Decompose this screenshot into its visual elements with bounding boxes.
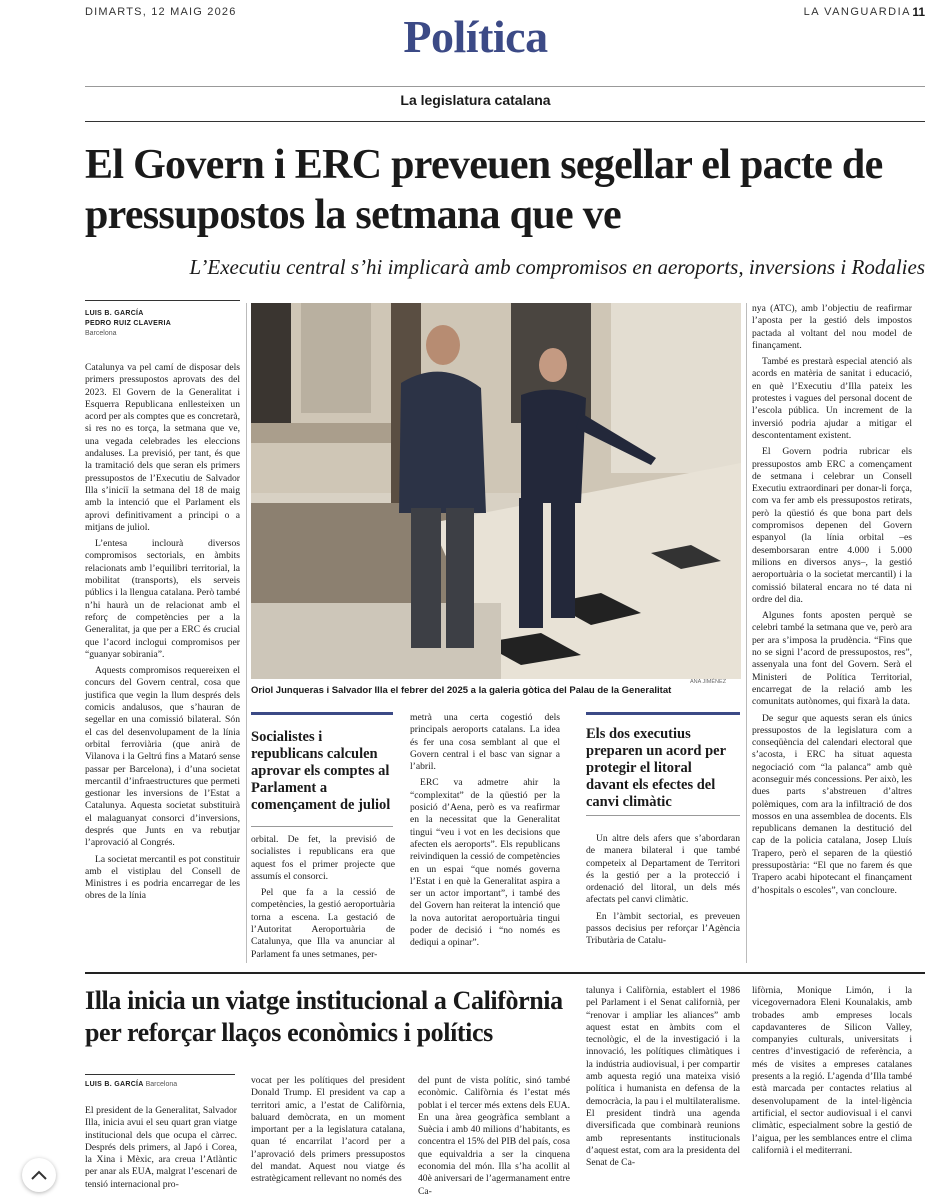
- paragraph: En l’àmbit sectorial, es preveuen passos decisius per reforçar l’Agència Tributària de Catalu-: [586, 910, 740, 947]
- sidebar-rule: [586, 815, 740, 816]
- article2-column-4: [586, 985, 740, 1173]
- photo-caption: Oriol Junqueras i Salvador Illa el febrer del 2025 a la galeria gòtica del Palau de la Generalitat: [251, 685, 672, 696]
- byline-rule: [85, 1074, 235, 1075]
- article2-column-5: [752, 985, 912, 1161]
- column-divider: [746, 303, 747, 963]
- scroll-up-button[interactable]: [22, 1158, 56, 1192]
- paragraph: del punt de vista polític, sinó també econòmic. Califòrnia és l’estat més poblat i el tercer més extens dels EUA. En una àrea geogràfica semblant a Suècia i amb 40 milions d’habitants, es concentra el 15% del PIB del país, cosa que equivaldria a ser la cinquena economia del món. Illa s’ha acollit al 40è aniversari de l’agermanament entre Ca-: [418, 1075, 570, 1197]
- author-name: LUIS B. GARCÍA: [85, 1081, 144, 1088]
- paragraph: De segur que aquests seran els únics pressupostos de la legislatura com a conseqüència del calendari electoral que s’acosta, i ERC ha situat aquesta negociació com “la palanca” amb què aconseguir més concessions. Per això, les dues parts s’abstreuen d’altres polèmiques, com ara la infiltració de dos mossos en una assemblea de docents. Els republicans demanen la destitució del cap de la policia catalana, Josep Lluís Trapero, però el separen de la qüestió pressupostària: “El que no farem és que Trapero acabi hipotecant el finançament d’hospitals o escoles”, van concloure.: [752, 712, 912, 896]
- chevron-up-icon: [31, 1170, 47, 1180]
- section-title: Política: [403, 11, 548, 62]
- paragraph: lifòrnia, Monique Limón, i la vicegovernadora Eleni Kounalakis, amb trobades amb empreses locals capdavanteres de Silicon Valley, companyies culturals, universitats i centres d’investigació de referència, a més de visites a empreses catalanes presents a la regió. L’agenda d’Illa també està marcada per contactes relatius al desenvolupament de la intel·ligència artificial, el sector audiovisual i el canvi climàtic, especialment sobre la gestió de l’aigua, per les semblances entre el clima californià i el mediterrani.: [752, 985, 912, 1156]
- paragraph: L’entesa inclourà diversos compromisos sectorials, en àmbits relacionats amb l’equilibri territorial, la mobilitat (transports), els serveis públics i la llengua catalana. Però també n’hi haurà un de relacionat amb el reforç de competències per a la Generalitat, ja que per a ERC és crucial que l’acord inclogui compromisos per “guanyar sobirania”.: [85, 538, 240, 660]
- byline-place: Barcelona: [145, 1081, 178, 1088]
- sidebar-rule: [251, 826, 393, 827]
- paragraph: ERC va admetre ahir la “complexitat” de la qüestió per la posició d’Aena, però es va reafirmar en la necessitat que la Generalitat tingui “veu i vot en les decisions que afecten els aeroports”. Els republicans reivindiquen la cessió de competències en un espai “que només governa l’Estat i en què la Generalitat aspira a ser un actor important”, i també des del Govern han reiterat la intenció que la nova autoritat aeroportuària tingui poder de decisió i “no només es dediqui a opinar”.: [410, 777, 560, 949]
- paragraph: Un altre dels afers que s’abordaran de manera bilateral i que també competeix al Departament de Territori és la gestió per a la protecció i ordenació del litoral, un dels més afectats pel canvi climàtic.: [586, 833, 740, 906]
- paragraph: El Govern podria rubricar els pressupostos amb ERC a començament de setmana i celebrar un Consell Executiu extraordinari per donar-li força, com va fer amb els pressupostos retirats, però la qüestió és que bona part dels compromisos depenen del Govern espanyol (la línia orbital –es desemborsaran entre 4.000 i 5.000 milions en diversos anys–, la gestió aeroportuària o la societat mercantil) i la comissió bilateral encara no té data ni ordre del dia.: [752, 446, 912, 605]
- paragraph: La societat mercantil es pot constituir amb el vistiplau del Consell de Ministres i es podria encarregar de les obres de la línia: [85, 853, 240, 902]
- paragraph: vocat per les polítiques del president Donald Trump. El president va cap a territori amic, a l’estat de Califòrnia, baluard demòcrata, en un moment important per a la legislatura catalana, quan té encarrilat l’acord per a l’aprovació dels primers pressupostos del mandat. Aquest nou viatge és estratègicament rellevant no només des: [251, 1075, 405, 1185]
- byline-place: Barcelona: [85, 330, 117, 337]
- article2-headline: Illa inicia un viatge institucional a Califòrnia per reforçar llaços econòmics i polítics: [85, 986, 563, 1047]
- article2-column-1: [85, 1105, 237, 1195]
- article-deck: L’Executiu central s’hi implicarà amb compromisos en aeroports, inversions i Rodalies: [189, 255, 925, 279]
- paragraph: orbital. De fet, la previsió de socialistes i republicans era que aquest fos el primer projecte que assumís el consorci.: [251, 834, 395, 882]
- article2-byline: [85, 1080, 235, 1090]
- photo-illustration: [251, 303, 741, 679]
- sidebar-headline: Els dos executius preparen un acord per protegir el litoral davant els efectes del canvi climàtic: [586, 726, 726, 810]
- article-column-5: [752, 303, 912, 901]
- author-name: LUIS B. GARCÍA: [85, 310, 144, 317]
- paragraph: Pel que fa a la cessió de competències, la gestió aeroportuària torna a escena. La gestació de l’Autoritat Aeroportuària de Catalunya, que Illa va anunciar al Parlament fa unes setmanes, per-: [251, 887, 395, 960]
- paragraph: El president de la Generalitat, Salvador Illa, inicia avui el seu quart gran viatge institucional dels que ocupa el càrrec. Després dels primers, al Japó i Corea, la Xina i Mèxic, ara creua l’Atlàntic per anar als EUA, malgrat l’escenari de tensió internacional pro-: [85, 1105, 237, 1190]
- article-separator: [85, 972, 925, 974]
- article2-column-3: [418, 1075, 570, 1202]
- issue-date: DIMARTS, 12 MAIG 2026: [85, 6, 237, 18]
- article-column-3: [410, 712, 560, 954]
- subsection-title: La legislatura catalana: [400, 92, 551, 108]
- masthead: LA VANGUARDIA: [803, 6, 911, 18]
- article-photo: [251, 303, 741, 679]
- paragraph: Catalunya va pel camí de disposar dels primers pressupostos aprovats des del 2023. El Govern de la Generalitat i Esquerra Republicana enllesteixen un acord per als comptes que es concretarà, si res no es torça, la setmana que ve, una vegada celebrades les eleccions andaluses. La previsió, per tant, és que la tramitació dels que seran els primers pressupostos de l’Executiu de Salvador Illa s’iniciï la setmana del 18 de maig amb la intenció que el Parlament els aprovi definitivament a principi o a mitjans de juliol.: [85, 362, 240, 533]
- paragraph: Algunes fonts aposten perquè se celebri també la setmana que ve, però ara per ara s’imposa la prudència. “Fins que no se signi l’acord de pressupostos, res”, assenyala una font del Govern. Serà el Ministeri de Política Territorial, encarregat de la relació amb les comunitats autònomes, qui fixarà la data.: [752, 610, 912, 708]
- sidebar-headline: Socialistes i republicans calculen aprovar els comptes al Parlament a començament de juliol: [251, 729, 391, 813]
- paragraph: Aquests compromisos requereixen el concurs del Govern central, cosa que justifica que vegin la llum després dels comicis andalusos, que s’hauran de segellar en una comissió bilateral. Són el cas del desenvolupament de la línia orbital ferroviària (que anirà de Vilanova i la Geltrú fins a Mataró sense passar per Barcelona), i d’una societat mercantil d’infraestructures que permeti gestionar les inversions de l’Estat a Catalunya. Aquesta societat substituirà el malaguanyat consorci d’inversions, després que Junts en va rebutjar l’aprovació al Congrés.: [85, 665, 240, 849]
- article-column-2: [251, 834, 395, 965]
- article-column-1: [85, 362, 240, 907]
- author-name: PEDRO RUIZ CLAVERIA: [85, 320, 172, 327]
- section-rule: [85, 86, 925, 87]
- article-headline: El Govern i ERC preveuen segellar el pacte de pressupostos la setmana que ve: [85, 142, 883, 238]
- subsection-rule: [85, 121, 925, 122]
- paragraph: També es prestarà especial atenció als acords en matèria de sanitat i educació, en què l’Executiu d’Illa pateix les protestes i vagues del personal docent de l’escola pública. Un increment de la inversió podria ajudar a mitigar el descontentament existent.: [752, 356, 912, 441]
- photo-credit: ANA JIMÉNEZ: [690, 679, 727, 685]
- paragraph: nya (ATC), amb l’objectiu de reafirmar l’aposta per la gestió dels impostos pactada al voltant del nou model de finançament.: [752, 303, 912, 351]
- sidebar-accent-rule: [251, 712, 393, 715]
- article-column-4: [586, 833, 740, 952]
- page-number: 11: [912, 5, 925, 19]
- article2-column-2: [251, 1075, 405, 1190]
- paragraph: talunya i Califòrnia, establert el 1986 pel Parlament i el Senat californià, per “renovar i ampliar les aliances” amb aquest estat en àmbits com el tecnològic, el de la investigació i la innovació, les polítiques climàtiques i la indústria audiovisual, i per compartir amb aquesta regió una mateixa visió política i humanista en defensa de la democràcia, la pau i el multilateralisme. El president tindrà una agenda diversificada que combinarà reunions amb representants institucionals d’aquest estat, com ara la presidenta del Senat de Ca-: [586, 985, 740, 1169]
- byline: [85, 309, 240, 339]
- paragraph: metrà una certa cogestió dels principals aeroports catalans. La idea és fer una cosa semblant al que el Govern central i el basc van signar a l’abril.: [410, 712, 560, 773]
- byline-rule: [85, 300, 240, 301]
- sidebar-accent-rule: [586, 712, 740, 715]
- column-divider: [246, 303, 247, 963]
